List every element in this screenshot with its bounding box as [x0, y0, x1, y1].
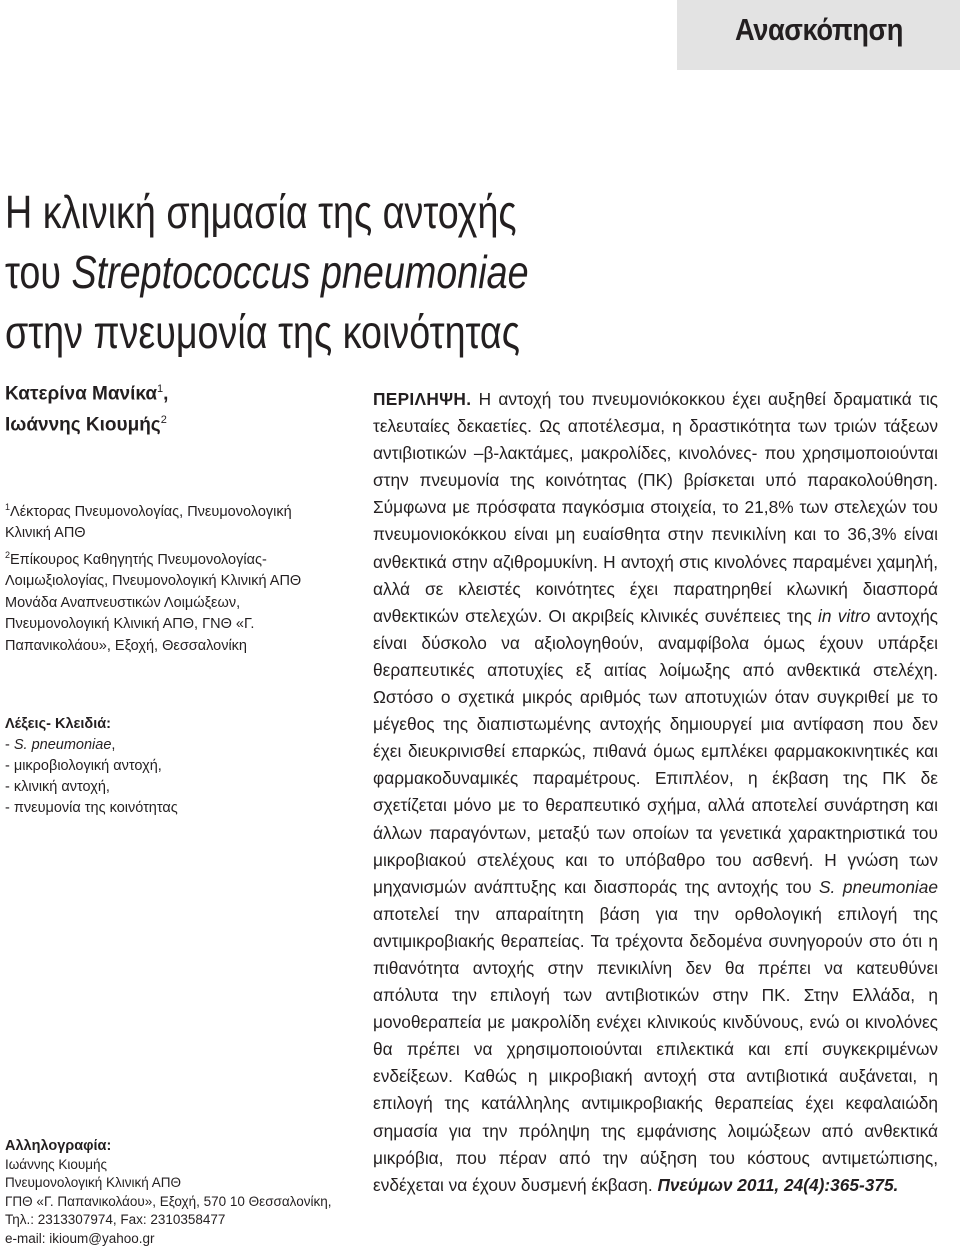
- affiliations: [5, 497, 350, 657]
- keywords-heading: Λέξεις- Κλειδιά:: [5, 716, 111, 732]
- title-line-1: Η κλινική σημασία της αντοχής: [5, 186, 517, 238]
- section-label: Ανασκόπηση: [735, 12, 903, 47]
- abstract-italic-term: in vitro: [818, 605, 871, 626]
- keyword-item: - κλινική αντοχή,: [5, 779, 110, 795]
- correspondence-heading: Αλληλογραφία:: [5, 1138, 112, 1154]
- affiliation-1-line: [5, 497, 350, 523]
- correspondence-line: Πνευμονολογική Κλινική ΑΠΘ: [5, 1175, 182, 1190]
- author-list: [5, 376, 345, 439]
- title-line-2: [5, 242, 628, 302]
- abstract-text: αποτελεί την απαραίτητη βάση για την ορθολογική επιλογή της αντιμικροβιακής θεραπείας. Τα τρέχοντα δεδομένα συνηγορούν στο ότι η πιθανότητα αντοχής στην πενικιλίνη δεν θα πρέπει να κατευθύνει απόλυτα την επιλογή των αντιβιοτικών στην ΠΚ. Στην Ελλάδα, η μονοθεραπεία με μακρολίδη ενέχει κλινικούς κινδύνους, ενώ οι κινολόνες θα πρέπει να χρησιμοποιούνται επιλεκτικά και επί συγκεκριμένων ενδείξεων. Καθώς η μικροβιακή αντοχή στα αντιβιοτικά αυξάνεται, η επιλογή της κατάλληλης αντιμικροβιακής θεραπείας έχει κεφαλαιώδη σημασία για την πρόληψη της εμφάνισης λοιμώξεων από ανθεκτικά μικρόβια, που πέραν από την αύξηση του κόστους αντιμετώπισης, ενδέχεται να έχουν δυσμενή έκβαση.: [373, 903, 938, 1195]
- affiliation-2-line: Λοιμωξιολογίας, Πνευμονολογική Κλινική ΑΠΘ: [5, 573, 302, 590]
- keyword-suffix: ,: [111, 737, 116, 753]
- keyword-item: - μικροβιολογική αντοχή,: [5, 758, 162, 774]
- abstract: [373, 386, 938, 1199]
- abstract-label: ΠΕΡΙΛΗΨΗ.: [373, 389, 472, 409]
- affiliation-2-line: [5, 545, 350, 571]
- author-1: [5, 376, 345, 407]
- affiliation-2-line: Πνευμονολογική Κλινική ΑΠΘ, ΓΝΘ «Γ.: [5, 616, 255, 633]
- author-2-name: Ιωάννης Κιουμής: [5, 414, 161, 436]
- abstract-text: Η αντοχή του πνευμονιόκοκκου έχει αυξηθεί δραματικά τις τελευταίες δεκαετίες. Ως αποτέλεσμα, η δραστικότητα των τριών τάξεων αντιβιοτικών –β-λακτάμες, μακρολίδες, κινολόνες- που χρησιμοποιούνται στην πνευμονία της κοινότητας (ΠΚ) βρίσκεται υπό παρακολούθηση. Σύμφωνα με πρόσφατα παγκόσμια στοιχεία, το 21,8% των στελεχών του πνευμονιοκόκκου είναι μη ευαίσθητα στην πενικιλίνη και το 36,3% είναι ανθεκτικά στην αζιθρομυκίνη. Η αντοχή στις κινολόνες παραμένει χαμηλή, αλλά σε κλειστές κοινότητες έχει παρατηρηθεί κλωνική διασπορά ανθεκτικών στελεχών. Οι ακριβείς κλινικές συνέπειες της: [373, 389, 938, 626]
- title-species: Streptococcus pneumoniae: [71, 246, 529, 298]
- keywords-block: [5, 714, 350, 819]
- affiliation-1-line: Κλινική ΑΠΘ: [5, 525, 86, 542]
- title-line-3: στην πνευμονία της κοινότητας: [5, 306, 520, 358]
- keyword-species: S. pneumoniae: [13, 737, 112, 753]
- keyword-item: [5, 735, 350, 756]
- journal-citation: Πνεύμων 2011, 24(4):365-375.: [657, 1174, 899, 1195]
- abstract-text: αντοχής είναι δύσκολο να αξιολογηθούν, αναμφίβολα όμως έχουν υπάρξει θεραπευτικές αποτυχίες εξ αιτίας λοίμωξης από ανθεκτικά στελέχη. Ωστόσο ο σχετικά μικρός αριθμός των αποτυχιών όταν συγκριθεί με το μέγεθος της διαπιστωμένης αντοχής δημιουργεί μια αντίφαση που δεν έχει διευκρινισθεί επαρκώς, πιθανά όμως εμπλέκει φαρμακοκινητικές και φαρμακοδυναμικές παραμέτρους. Επιπλέον, η έκβαση της ΠΚ δε σχετίζεται μόνο με το θεραπευτικό σχήμα, αλλά αποτελεί συνάρτηση και άλλων παραγόντων, μεταξύ των οποίων τα γενετικά χαρακτηριστικά του μικροβιακού στελέχους και το υπόβαθρο του ασθενή. Η γνώση των μηχανισμών ανάπτυξης και διασποράς της αντοχής του: [373, 605, 939, 897]
- author-1-sup: 1: [157, 383, 164, 395]
- correspondence-line: Ιωάννης Κιουμής: [5, 1156, 108, 1172]
- keyword-prefix: -: [5, 737, 14, 753]
- affiliation-2-line: Μονάδα Αναπνευστικών Λοιμώξεων,: [5, 594, 241, 611]
- affiliation-2-line: Παπανικολάου», Εξοχή, Θεσσαλονίκη: [5, 637, 247, 654]
- article-title: [5, 182, 628, 362]
- affiliation-1-text: Λέκτορας Πνευμονολογίας, Πνευμονολογική: [10, 503, 292, 520]
- author-1-name: Κατερίνα Μανίκα: [5, 383, 158, 405]
- correspondence-email: e-mail: ikioum@yahoo.gr: [5, 1230, 155, 1246]
- author-2-sup: 2: [160, 414, 167, 427]
- keyword-item: - πνευμονία της κοινότητας: [5, 800, 178, 816]
- title-line-2-prefix: του: [5, 246, 72, 298]
- section-tab: [677, 0, 960, 70]
- correspondence-line: ΓΠΘ «Γ. Παπανικολάου», Εξοχή, 570 10 Θεσσαλονίκη,: [5, 1193, 332, 1209]
- abstract-species: S. pneumoniae: [819, 876, 938, 897]
- affiliation-1-sup: 1: [5, 502, 11, 512]
- author-1-sep: ,: [163, 383, 169, 405]
- author-2: [5, 407, 345, 438]
- correspondence-line: Τηλ.: 2313307974, Fax: 2310358477: [5, 1212, 226, 1227]
- correspondence-block: [5, 1137, 350, 1248]
- affiliation-2-text: Επίκουρος Καθηγητής Πνευμονολογίας-: [10, 551, 267, 568]
- affiliation-2-sup: 2: [5, 549, 11, 560]
